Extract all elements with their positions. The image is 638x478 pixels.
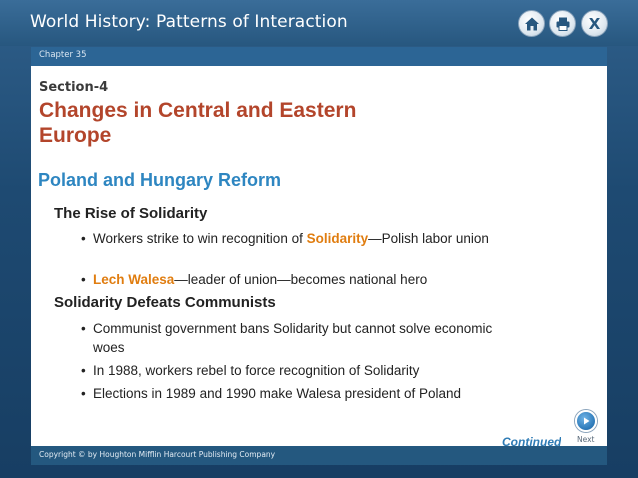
section-title: Changes in Central and Eastern Europe [39,99,357,147]
bullet-dot: • [81,321,86,336]
highlight-term: Lech Walesa [93,272,175,287]
bullet-item [81,361,501,380]
home-button[interactable] [518,10,545,37]
bullet-dot: • [81,386,86,401]
bullet-text: Elections in 1989 and 1990 make Walesa president of Poland [93,386,461,401]
bullet-item [81,319,501,357]
bullet-item [81,270,501,289]
chapter-label: Chapter 35 [39,50,87,60]
copyright-text: Copyright © by Houghton Mifflin Harcourt Publishing Company [39,450,276,459]
close-button[interactable] [581,10,608,37]
home-icon [524,16,540,32]
app-title: World History: Patterns of Interaction [30,12,348,32]
print-button[interactable] [549,10,576,37]
heading-solidarity-defeats-communists: Solidarity Defeats Communists [54,294,276,311]
bullet-text: —Polish labor union [368,231,489,246]
close-icon: X [588,14,601,33]
next-label: Next [577,435,595,444]
continued-label: Continued [502,435,562,446]
heading-rise-of-solidarity: The Rise of Solidarity [54,205,208,222]
bullet-dot: • [81,272,86,287]
bullet-text: Communist government bans Solidarity but cannot solve economic woes [93,321,493,355]
slide-content [31,66,607,446]
bullet-dot: • [81,363,86,378]
section-label: Section-4 [39,80,109,95]
bullet-item [81,229,501,248]
footer-bar [31,446,607,465]
subhead: Poland and Hungary Reform [38,170,282,190]
play-arrow-icon [581,416,591,426]
top-bar [0,0,638,46]
highlight-term: Solidarity [306,231,369,246]
printer-icon [555,16,571,32]
bullet-text: In 1988, workers rebel to force recognition of Solidarity [93,363,420,378]
bullet-dot: • [81,231,86,246]
bullet-text: Workers strike to win recognition of [93,231,307,246]
bullet-item [81,384,501,403]
next-button[interactable] [575,410,597,432]
bullet-text: —leader of union—becomes national hero [174,272,428,287]
chapter-bar [31,47,607,66]
